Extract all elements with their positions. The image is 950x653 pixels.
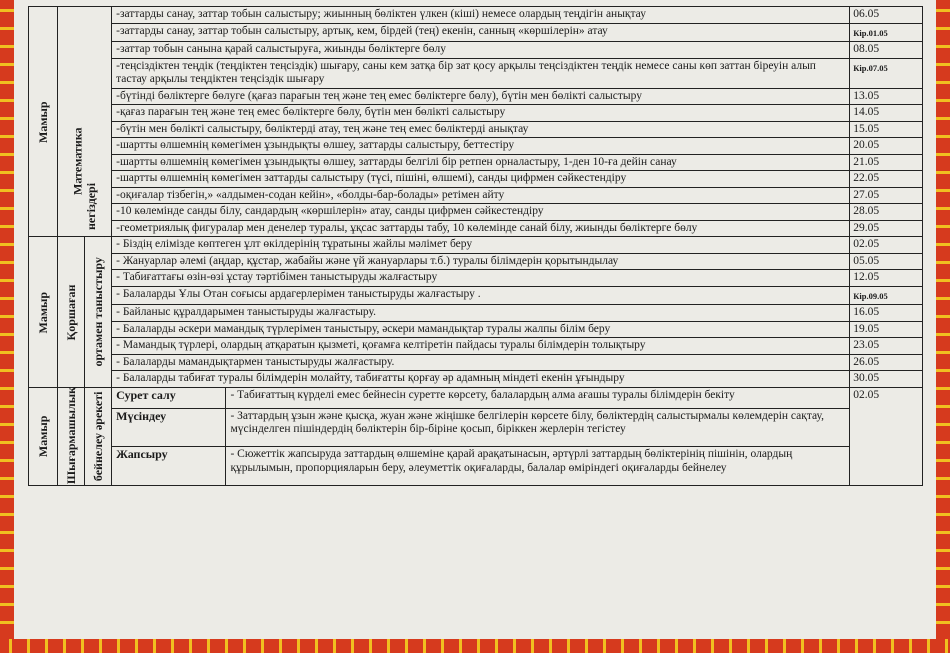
date-cell: 15.05 [850,121,923,138]
table-row [29,371,923,388]
date-cell: 05.05 [850,253,923,270]
topic-text: - Балаларды әскери мамандық түрлерімен таныстыру, әскери мамандықтар туралы жалпы білім беру [112,321,850,338]
topic-text: - Балаларды табиғат туралы білімдерін молайту, табиғатты қорғау әр адамның міндеті екенін ұғындыру [112,371,850,388]
topic-text: - Заттардың ұзын және қысқа, жуан және жіңішке белгілерін көрсете білу, бөліктердің салыстырмалы көлемдерін сақтау, мүсінделген пішіндердің бөліктерін бір-біріне қосып, біріккен жерлерін тегістеу [226,408,850,446]
topic-text: -теңсіздіктен теңдік (теңдіктен теңсіздік) шығару, саны кем затқа бір зат қосу арқылы теңсіздіктен теңдік немесе саны көп заттан біреуін алып тастау арқылы теңдіктен теңсіздік шығару [112,58,850,88]
table-row [29,286,923,305]
topic-text: - Жануарлар әлемі (аңдар, құстар, жабайы және үй жануарлары т.б.) туралы білімдерін қорытындылау [112,253,850,270]
topic-text: -оқиғалар тізбегін,» «алдымен-содан кейін», «болды-бар-болады» ретімен айту [112,187,850,204]
date-cell: 13.05 [850,88,923,105]
topic-text: -бүтін мен бөлікті салыстыру, бөліктерді атау, тең және тең емес бөліктерді анықтау [112,121,850,138]
table-row [29,270,923,287]
table-row [29,387,923,408]
activity-label: Сурет салу [112,387,226,408]
table-row [29,154,923,171]
topic-text: - Сюжеттік жапсыруда заттардың өлшеміне қарай арақатынасын, әртүрлі заттардың бөліктерінің пішінін, олардың құрылымын, пропорцияларын беру, әлеуметтік оқиғаларды, балалар өміріндегі оқиғаларды бейнелеу [226,447,850,485]
table-row [29,23,923,42]
topic-text: - Балаларды Ұлы Отан соғысы ардагерлерімен таныстыруды жалғастыру . [112,286,850,305]
date-cell: 29.05 [850,220,923,237]
date-cell: Кір.07.05 [850,58,923,88]
date-cell: 19.05 [850,321,923,338]
table-row [29,338,923,355]
table-row [29,121,923,138]
date-cell: 14.05 [850,105,923,122]
table-row [29,447,923,485]
topic-text: - Балаларды мамандықтармен таныстыруды жалғастыру. [112,354,850,371]
topic-text: -бүтінді бөліктерге бөлуге (қағаз парағын тең және тең емес бөліктерге бөлу), бүтін мен бөлікті салыстыру [112,88,850,105]
table-row [29,88,923,105]
topic-text: - Байланыс құралдарымен таныстыруды жалғастыру. [112,305,850,322]
table-row [29,204,923,221]
date-cell: 23.05 [850,338,923,355]
month-label: Мамыр [29,237,58,388]
month-label: Мамыр [29,387,58,485]
decorative-border-bottom [0,639,950,653]
table-row [29,305,923,322]
schedule-page [28,6,923,636]
date-cell: 08.05 [850,42,923,59]
topic-text: -қағаз парағын тең және тең емес бөліктерге бөлу, бүтін мен бөлікті салыстыру [112,105,850,122]
activity-label: Жапсыру [112,447,226,485]
date-cell: 12.05 [850,270,923,287]
date-cell: 27.05 [850,187,923,204]
topic-text: - Табиғаттың күрделі емес бейнесін суретте көрсету, балалардың алма ағашы туралы білімдерін бекіту [226,387,850,408]
decorative-border-right [936,0,950,640]
subject-line-2: ортамен таныстыру [85,237,112,388]
schedule-table [28,6,923,486]
topic-text: -заттарды санау, заттар тобын салыстыру; жиынның бөліктен үлкен (кіші) немесе олардың теңдігін анықтау [112,7,850,24]
decorative-border-left [0,0,14,640]
table-row [29,321,923,338]
table-row [29,7,923,24]
table-row [29,171,923,188]
activity-label: Мүсіндеу [112,408,226,446]
date-cell: 20.05 [850,138,923,155]
subject-cell [58,7,112,237]
date-cell: 02.05 [850,237,923,254]
topic-text: -10 көлемінде санды білу, сандардың «көршілерін» атау, санды цифрмен сәйкестендіру [112,204,850,221]
topic-text: -заттарды санау, заттар тобын салыстыру, артық, кем, бірдей (тең) екенін, санның «көршілерін» атау [112,23,850,42]
date-cell: 16.05 [850,305,923,322]
date-cell: 21.05 [850,154,923,171]
table-row [29,105,923,122]
table-row [29,42,923,59]
topic-text: - Мамандық түрлері, олардың атқаратын қызметі, қоғамға келтіретін пайдасы туралы білімдерін толықтыру [112,338,850,355]
subject-line-1: Шығармашылық [58,387,85,485]
table-row [29,187,923,204]
topic-text: -шартты өлшемнің көмегімен ұзындықты өлшеу, заттарды белгілі бір ретпен орналастыру, 1-ден 10-ға дейін санау [112,154,850,171]
table-row [29,354,923,371]
date-cell: 06.05 [850,7,923,24]
table-row [29,237,923,254]
month-label: Мамыр [29,7,58,237]
subject-title: Математика [70,127,85,195]
topic-text: -шартты өлшемнің көмегімен заттарды салыстыру (түсі, пішіні, өлшемі), санды цифрмен сәйкестендіру [112,171,850,188]
topic-text: -шартты өлшемнің көмегімен ұзындықты өлшеу, заттарды салыстыру, беттестіру [112,138,850,155]
date-cell: 26.05 [850,354,923,371]
table-row [29,408,923,446]
topic-text: - Біздің елімізде көптеген ұлт өкілдерінің тұратыны жайлы мәлімет беру [112,237,850,254]
subject-line-1: Қоршаған [58,237,85,388]
subject-line-2: бейнелеу әрекеті [85,387,112,485]
date-cell: 28.05 [850,204,923,221]
date-cell: 30.05 [850,371,923,388]
date-cell: 02.05 [850,387,923,485]
date-cell: 22.05 [850,171,923,188]
topic-text: -геометриялық фигуралар мен денелер туралы, ұқсас заттарды табу, 10 көлемінде санай білу, жиынды бөліктерге бөлу [112,220,850,237]
table-row [29,220,923,237]
table-row [29,138,923,155]
date-cell: Кір.09.05 [850,286,923,305]
date-cell: Кір.01.05 [850,23,923,42]
topic-text: -заттар тобын санына қарай салыстыруға, жиынды бөліктерге бөлу [112,42,850,59]
table-row [29,253,923,270]
table-row [29,58,923,88]
topic-text: - Табиғаттағы өзін-өзі ұстау тәртібімен таныстыруды жалғастыру [112,270,850,287]
subject-subtitle: негіздері [83,182,98,230]
